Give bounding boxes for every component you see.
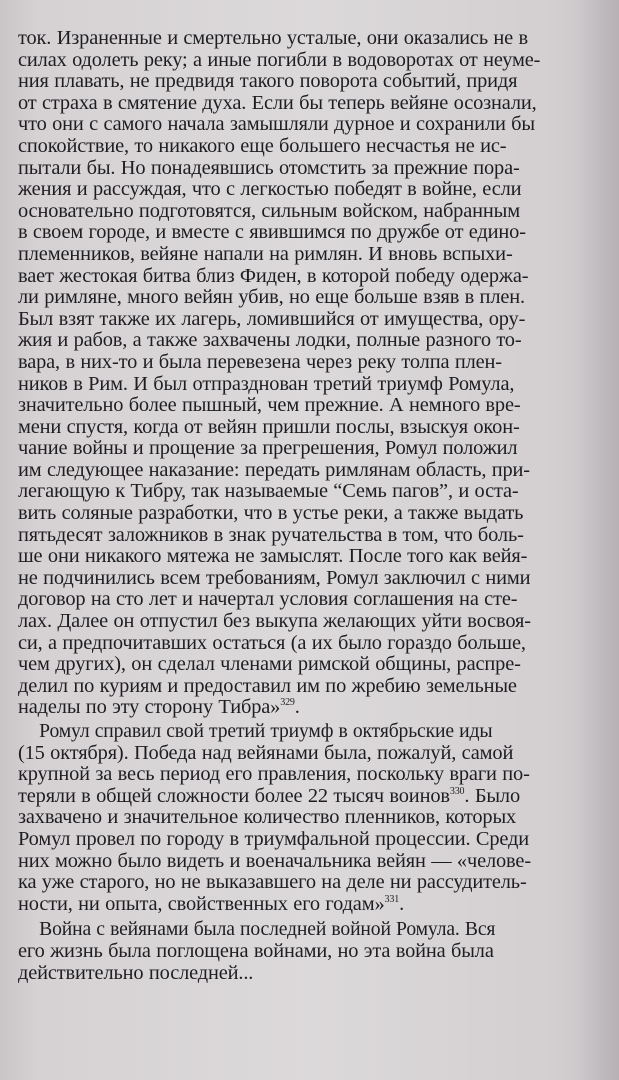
line-text-after: . Было — [464, 784, 520, 807]
line-text: им следующее наказание: передать римлянам область, при- — [18, 458, 530, 481]
text-line — [18, 136, 601, 158]
line-text: чем других), он сделал членами римской общины, распре- — [18, 653, 521, 676]
line-text: (15 октября). Победа над вейянами была, пожалуй, самой — [18, 741, 514, 764]
line-text: значительно более пышный, чем прежние. А немного вре- — [18, 394, 521, 417]
line-text: вить соляные разработки, что в устье реки, а также выдать — [18, 502, 524, 525]
text-line — [18, 743, 601, 765]
text-line — [18, 941, 601, 963]
text-line — [18, 114, 601, 136]
footnote-ref: 329 — [280, 697, 295, 709]
line-text: ности, ни опыта, свойственных его годам» — [18, 892, 385, 915]
text-line — [18, 786, 601, 808]
text-line — [18, 525, 601, 547]
text-line — [18, 417, 601, 439]
line-text: силах одолеть реку; а иные погибли в водоворотах от неуме- — [18, 48, 541, 71]
text-line — [18, 919, 579, 941]
text-line — [18, 697, 601, 719]
line-text: действительно последней... — [18, 961, 254, 984]
text-line — [18, 222, 601, 244]
text-line — [18, 352, 601, 374]
text-line — [18, 287, 601, 309]
paragraph — [18, 919, 601, 984]
paragraph — [18, 28, 601, 719]
text-line — [18, 829, 601, 851]
line-text: спокойствие, то никакого еще большего несчастья не ис- — [18, 134, 507, 157]
line-text-after: . — [294, 696, 300, 719]
line-text: Ромул провел по городу в триумфальной процессии. Среди — [18, 827, 529, 850]
text-line — [18, 503, 601, 525]
line-text: ли римляне, много вейян убив, но еще больше взяв в плен. — [18, 286, 525, 309]
line-text: основательно подготовятся, сильным войском, набранным — [18, 199, 520, 222]
line-text: захвачено и значительное количество пленников, которых — [18, 806, 517, 829]
text-line — [18, 266, 601, 288]
text-line — [18, 807, 601, 829]
text-line — [18, 721, 579, 743]
line-text: в своем городе, и вместе с явившимся по дружбе от едино- — [18, 221, 526, 244]
text-line — [18, 179, 601, 201]
line-text: теряли в общей сложности более 22 тысяч воинов — [18, 784, 450, 807]
line-text: мени спустя, когда от вейян пришли послы, взыскуя окон- — [18, 415, 520, 438]
line-text: ния плавать, не предвидя такого поворота событий, придя — [18, 70, 518, 93]
text-line — [18, 28, 601, 50]
line-text: вает жестокая битва близ Фиден, в которой победу одержа- — [18, 264, 529, 287]
line-text: ток. Израненные и смертельно усталые, они оказались не в — [18, 27, 529, 49]
line-text: крупной за весь период его правления, поскольку враги по- — [18, 763, 530, 786]
footnote-ref: 330 — [449, 785, 465, 797]
text-line — [18, 872, 601, 894]
line-text: си, а предпочитавших остаться (а их было гораздо больше, — [18, 631, 526, 654]
line-text-after: . — [399, 892, 405, 915]
line-text: что они с самого начала замышляли дурное и сохранили бы — [18, 113, 535, 136]
line-text: Был взят также их лагерь, ломившийся от имущества, ору- — [18, 307, 526, 330]
text-line — [18, 633, 601, 655]
text-line — [18, 568, 601, 590]
text-line — [18, 201, 601, 223]
text-line — [18, 481, 601, 503]
footnote-ref: 331 — [384, 893, 400, 905]
line-text: вара, в них-то и была перевезена через реку толпа плен- — [18, 350, 502, 373]
line-text: легающую к Тибру, так называемые “Семь пагов”, и оста- — [18, 480, 519, 503]
line-text: жения и рассуждая, что с легкостью победят в войне, если — [18, 178, 522, 201]
line-text: ше они никакого мятежа не замыслят. После того как вейя- — [18, 545, 528, 568]
text-line — [18, 71, 601, 93]
text-line — [18, 50, 601, 72]
text-line — [18, 546, 601, 568]
line-text: от страха в смятение духа. Если бы теперь вейяне осознали, — [18, 91, 537, 114]
text-line — [18, 963, 601, 985]
text-line — [18, 851, 601, 873]
line-text: пятьдесят заложников в знак ручательства в том, что боль- — [18, 523, 524, 546]
text-line — [18, 244, 601, 266]
text-line — [18, 676, 601, 698]
text-line — [18, 654, 601, 676]
line-text: чание войны и прощение за прегрешения, Ромул положил — [18, 437, 518, 460]
text-line — [18, 460, 601, 482]
text-line — [18, 589, 601, 611]
line-text: наделы по эту сторону Тибра» — [18, 696, 281, 719]
text-line — [18, 374, 601, 396]
text-line — [18, 894, 601, 916]
line-text: ка уже старого, но не выказавшего на деле ни рассудитель- — [18, 871, 527, 894]
line-text: лах. Далее он отпустил без выкупа желающих уйти восвоя- — [18, 610, 531, 633]
line-text: ников в Рим. И был отпразднован третий триумф Ромула, — [18, 372, 515, 395]
text-line — [18, 309, 601, 331]
line-text: делил по куриям и предоставил им по жребию земельные — [18, 674, 517, 697]
text-line — [18, 611, 601, 633]
line-text: его жизнь была поглощена войнами, но эта война была — [18, 939, 494, 962]
line-text: Ромул справил свой третий триумф в октябрьские иды — [39, 720, 493, 742]
text-line — [18, 93, 601, 115]
line-text: жия и рабов, а также захвачены лодки, полные разного то- — [18, 329, 522, 352]
text-line — [18, 438, 601, 460]
line-text: пытали бы. Но понадеявшись отомстить за прежние пора- — [18, 156, 520, 179]
text-line — [18, 395, 601, 417]
text-line — [18, 764, 601, 786]
line-text: не подчинились всем требованиям, Ромул заключил с ними — [18, 566, 531, 589]
line-text: договор на сто лет и начертал условия соглашения на сте- — [18, 588, 518, 611]
text-line — [18, 158, 601, 180]
line-text: них можно было видеть и военачальника вейян — «челове- — [18, 849, 531, 872]
line-text: Война с вейянами была последней войной Ромула. Вся — [39, 918, 496, 941]
line-text: племенников, вейяне напали на римлян. И вновь вспыхи- — [18, 242, 513, 265]
paragraph — [18, 721, 601, 915]
text-line — [18, 330, 601, 352]
